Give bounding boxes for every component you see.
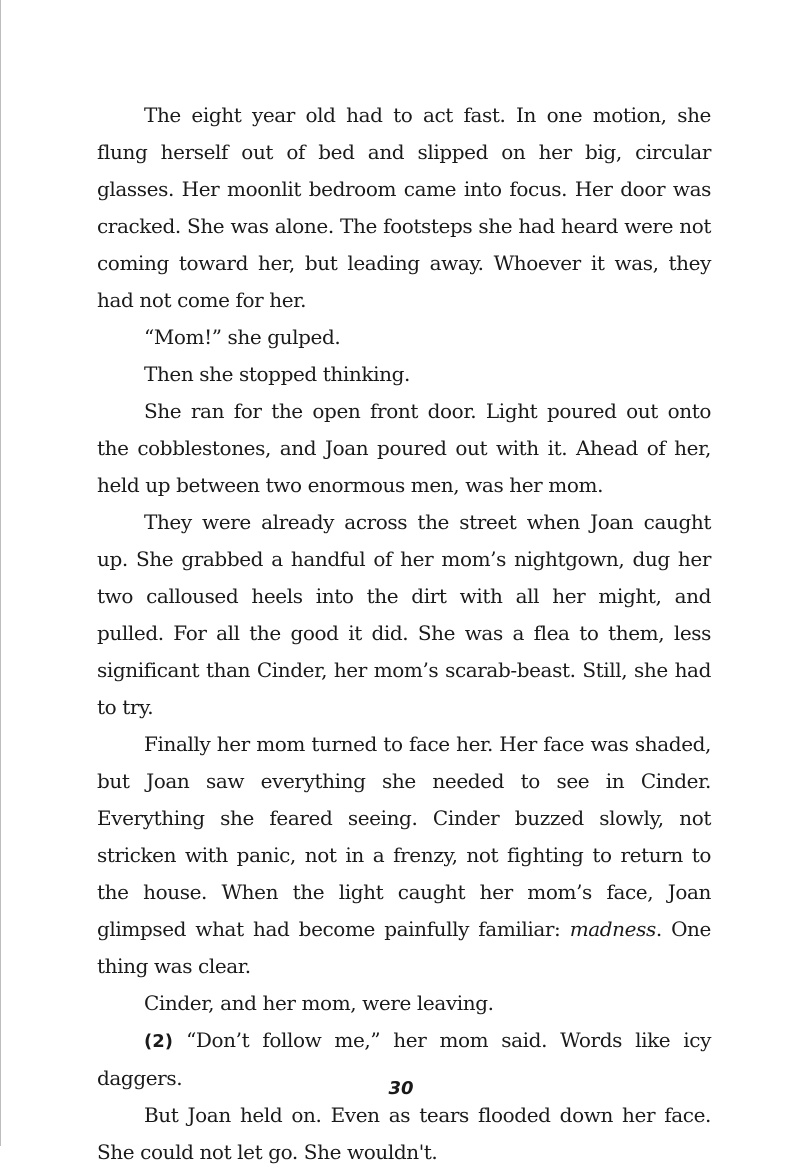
paragraph-6-main: Finally her mom turned to face her. Her face was shaded, but Joan saw everything she needed to see in Cinder. Everything she feared seeing. Cinder buzzed slowly, not stricken with panic, not in a frenzy, not fighting to return to the house. When the light caught her mom’s face, Joan glimpsed what had become painfully familiar: [97,732,711,941]
paragraph-4: She ran for the open front door. Light poured out onto the cobblestones, and Joan poured out with it. Ahead of her, held up between two enormous men, was her mom. [97,399,711,497]
reference-marker: (2) [144,1031,173,1052]
paragraph-5: They were already across the street when Joan caught up. She grabbed a handful of her mom’s nightgown, dug her two calloused heels into the dirt with all her might, and pulled. For all the good it did. She was a flea to them, less significant than Cinder, her mom’s scarab-beast. Still, she had to try. [97,510,711,719]
paragraph-8-text: “Don’t follow me,” her mom said. Words like icy daggers. [97,1028,711,1090]
paragraph-6-end: . One thing was clear. [97,917,711,978]
paragraph-6-italic: madness [569,917,656,941]
paragraph-3: Then she stopped thinking. [144,362,410,386]
body-text [97,97,711,1171]
page-number: 30 [388,1078,414,1099]
paragraph-2: “Mom!” she gulped. [144,325,341,349]
paragraph-1: The eight year old had to act fast. In one motion, she flung herself out of bed and slipped on her big, circular glasses. Her moonlit bedroom came into focus. Her door was cracked. She was alone. The footsteps she had heard were not coming toward her, but leading away. Whoever it was, they had not come for her. [97,103,711,312]
paragraph-6 [97,726,711,985]
paragraph-7: Cinder, and her mom, were leaving. [144,991,494,1015]
paragraph-9: But Joan held on. Even as tears flooded down her face. She could not let go. She wouldn't. [97,1103,711,1164]
